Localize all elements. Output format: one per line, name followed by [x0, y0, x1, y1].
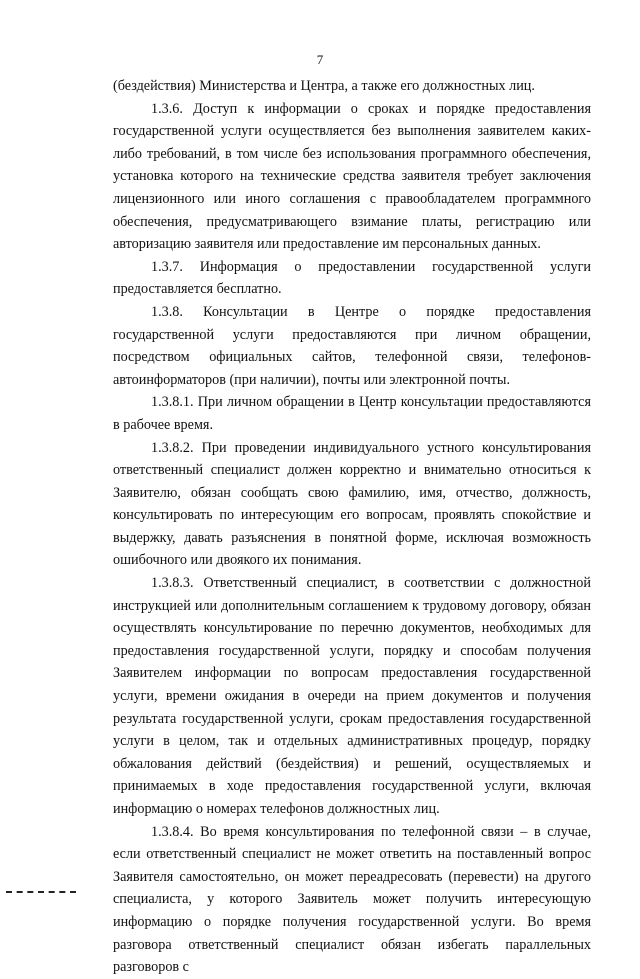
- footer-divider: [6, 891, 76, 895]
- paragraph-continuation: (бездействия) Министерства и Центра, а также его должностных лиц.: [113, 78, 535, 94]
- paragraph-1-3-7: 1.3.7. Информация о предоставлении государственной услуги предоставляется бесплатно.: [113, 258, 591, 298]
- paragraph-1-3-8-1: 1.3.8.1. При личном обращении в Центр консультации предоставляются в рабочее время.: [113, 394, 591, 433]
- paragraph-1-3-8-2: 1.3.8.2. При проведении индивидуального устного консультирования ответственный специалист должен корректно и внимательно относиться к Заявителю, обязан сообщать свою фамилию, имя, отчество, должность, консультировать по интересующим его вопросам, проявлять спокойствие и выдержку, давать разъяснения в понятной форме, исключая возможность ошибочного или двоякого их понимания.: [113, 439, 591, 569]
- document-body: [113, 75, 591, 979]
- paragraph-1-3-8-3: 1.3.8.3. Ответственный специалист, в соответствии с должностной инструкцией или дополнительным соглашением к трудовому договору, обязан осуществлять консультирование по перечню документов, необходимых для предоставления государственной услуги, порядку и способам получения Заявителем информации по вопросам предоставления государственной услуги, времени ожидания в очереди на прием документов и получения результата государственной услуги, срокам предоставления государственной услуги в целом, так и отдельных административных процедур, порядку обжалования действий (бездействия) и решений, осуществляемых и принимаемых в ходе предоставления государственной услуги, включая информацию о номерах телефонов должностных лиц.: [113, 575, 591, 817]
- paragraph-1-3-8: 1.3.8. Консультации в Центре о порядке предоставления государственной услуги предоставляются при личном обращении, посредством официальных сайтов, телефонной связи, телефонов-автоинформаторов (при наличии), почты или электронной почты.: [113, 303, 591, 388]
- paragraph-1-3-8-4: 1.3.8.4. Во время консультирования по телефонной связи – в случае, если ответственный специалист не может ответить на поставленный вопрос Заявителя самостоятельно, он может переадресовать (перевести) на другого специалиста, у которого Заявитель может получить интересующую информацию о порядке получения государственной услуги. Во время разговора ответственный специалист обязан избегать параллельных разговоров с: [113, 823, 591, 976]
- page-number: 7: [316, 52, 324, 67]
- paragraph-1-3-6: 1.3.6. Доступ к информации о сроках и порядке предоставления государственной услуги осуществляется без выполнения заявителем каких-либо требований, в том числе без использования программного обеспечения, установка которого на технические средства заявителя требует заключения лицензионного или иного соглашения с правообладателем программного обеспечения, предусматривающего взимание платы, регистрацию или авторизацию заявителя или предоставление им персональных данных.: [113, 100, 591, 253]
